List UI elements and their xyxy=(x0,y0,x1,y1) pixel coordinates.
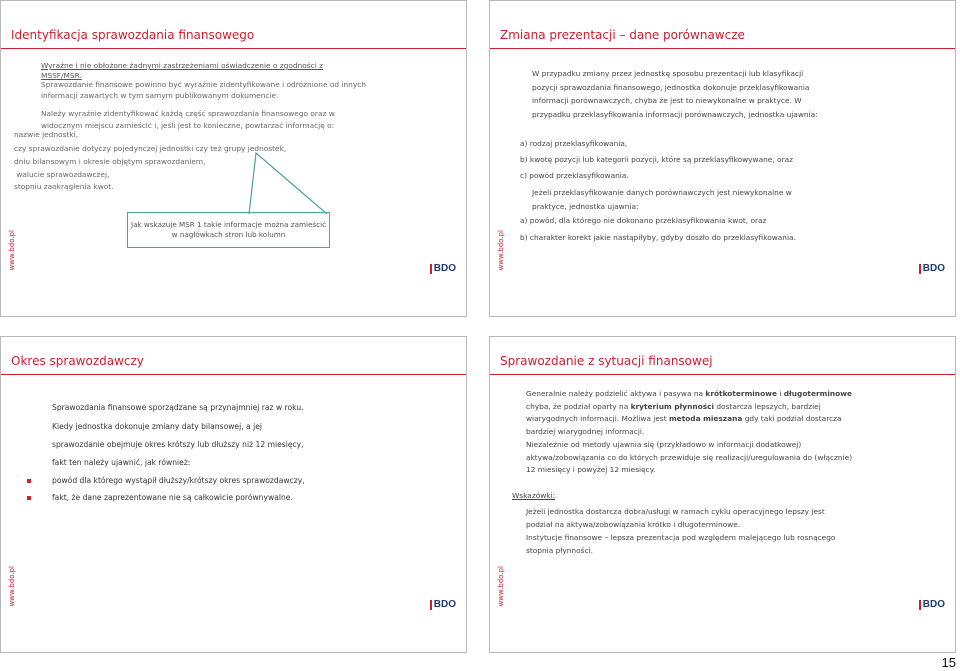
list-item: b) kwotę pozycji lub kategorii pozycji, które są przeklasyfikowywane, oraz xyxy=(520,155,794,164)
hint-operating-cycle: Jeżeli jednostka dostarcza dobra/usługi w ramach cyklu operacyjnego lepszy jest podział na aktywa/zobowiązania krótko i długoterminowe. xyxy=(526,507,825,529)
title-rule xyxy=(1,374,466,375)
title-rule xyxy=(490,374,955,375)
compliance-heading: Wyraźne i nie obłożone żadnymi zastrzeżeniami oświadczenie o zgodności z MSSF/MSR. xyxy=(41,61,323,80)
slide-title: Identyfikacja sprawozdania finansowego xyxy=(11,28,255,42)
para-impracticable: Jeżeli przeklasyfikowanie danych porównawczych jest niewykonalne w praktyce, jednostka ujawnia: xyxy=(532,188,792,211)
callout-box xyxy=(127,212,330,248)
bullet-item: powód dla którego wystąpił dłuższy/krótszy okres sprawozdawczy, xyxy=(52,476,305,485)
para-repeat-info: Należy wyraźnie zidentyfikować każdą część sprawozdania finansowego oraz w widocznym miejscu zamieścić i, jeśli jest to konieczne, powtarzać informację o: xyxy=(41,109,335,130)
page-number: 15 xyxy=(941,655,956,670)
callout-pointer xyxy=(231,151,371,215)
slide-identyfikacja xyxy=(0,0,467,317)
text-line: sprawozdanie obejmuje okres krótszy lub dłuższy niż 12 miesięcy, xyxy=(52,440,304,449)
footer-url: www.bdo.pl xyxy=(497,565,505,606)
hint-financial-institutions: Instytucje finansowe – lepsza prezentacja pod względem malejącego lub rosnącego stopnia płynności. xyxy=(526,533,836,555)
footer-url: www.bdo.pl xyxy=(8,565,16,606)
bdo-logo: BDO xyxy=(430,600,456,610)
list-item: czy sprawozdanie dotyczy pojedynczej jednostki czy też grupy jednostek, xyxy=(14,144,287,153)
footer-url: www.bdo.pl xyxy=(497,229,505,270)
list-item: a) powód, dla którego nie dokonano przeklasyfikowania kwot, oraz xyxy=(520,216,767,225)
bullet-marker xyxy=(27,496,31,500)
slide-title: Zmiana prezentacji – dane porównawcze xyxy=(500,28,745,42)
footer-url: www.bdo.pl xyxy=(8,229,16,270)
text-line: fakt ten należy ujawnić, jak również: xyxy=(52,458,191,467)
para-classification: Generalnie należy podzielić aktywa i pasywa na krótkoterminowe i długoterminowe chyba, że podział oparty na kryterium płynności dostarcza lepszych, bardziej wiarygodnych informacji. Możliwa jest metoda mieszana gdy taki podział dostarcza bardziej wiarygodnej informacji. xyxy=(526,389,853,436)
para-identification: Sprawozdanie finansowe powinno być wyraźnie zidentyfikowane i odróżnione od innych informacji zawartych w tym samym publikowanym dokumencie. xyxy=(41,80,366,100)
list-item: stopniu zaokrąglenia kwot. xyxy=(14,182,114,191)
slide-sprawozdanie-sytuacji xyxy=(489,336,956,653)
list-item: b) charakter korekt jakie nastąpiłyby, gdyby doszło do przeklasyfikowania. xyxy=(520,233,796,242)
hints-label: Wskazówki: xyxy=(512,491,556,500)
title-rule xyxy=(490,48,955,49)
text-line: Sprawozdania finansowe sporządzane są przynajmniej raz w roku. xyxy=(52,403,304,412)
slide-title: Sprawozdanie z sytuacji finansowej xyxy=(500,354,713,368)
text-line: Kiedy jednostka dokonuje zmiany daty bilansowej, a jej xyxy=(52,422,262,431)
bullet-item: fakt, że dane zaprezentowane nie są całkowicie porównywalne. xyxy=(52,493,293,502)
list-item: dniu bilansowym i okresie objętym sprawozdaniem, xyxy=(14,157,206,166)
slide-title: Okres sprawozdawczy xyxy=(11,354,144,368)
callout-text: Jak wskazuje MSR 1 takie informacje można zamieścić w nagłówkach stron lub kolumn xyxy=(130,220,327,239)
list-item: nazwie jednostki, xyxy=(14,130,79,139)
list-item: a) rodzaj przeklasyfikowania, xyxy=(520,139,628,148)
title-rule xyxy=(1,48,466,49)
bdo-logo: BDO xyxy=(430,264,456,274)
bdo-logo: BDO xyxy=(919,264,945,274)
bdo-logo: BDO xyxy=(919,600,945,610)
slide-zmiana-prezentacji xyxy=(489,0,956,317)
para-reclassification: W przypadku zmiany przez jednostkę sposobu prezentacji lub klasyfikacji pozycji sprawozdania finansowego, jednostka dokonuje przeklasyfikowania informacji porównawczych, chyba że jest to niewykonalne w praktyce. W przypadku przeklasyfikowania informacji porównawczych, jednostka ujawnia: xyxy=(532,69,818,119)
slide-okres-sprawozdawczy xyxy=(0,336,467,653)
list-item: c) powód przeklasyfikowania. xyxy=(520,171,629,180)
bullet-marker xyxy=(27,479,31,483)
para-disclosure: Niezależnie od metody ujawnia się (przykładowo w informacji dodatkowej) aktywa/zobowiązania co do których przewiduje się realizacji/uregulowania do (włącznie) 12 miesięcy i powyżej 12 miesięcy. xyxy=(526,440,853,475)
list-item: walucie sprawozdawczej, xyxy=(14,170,110,179)
